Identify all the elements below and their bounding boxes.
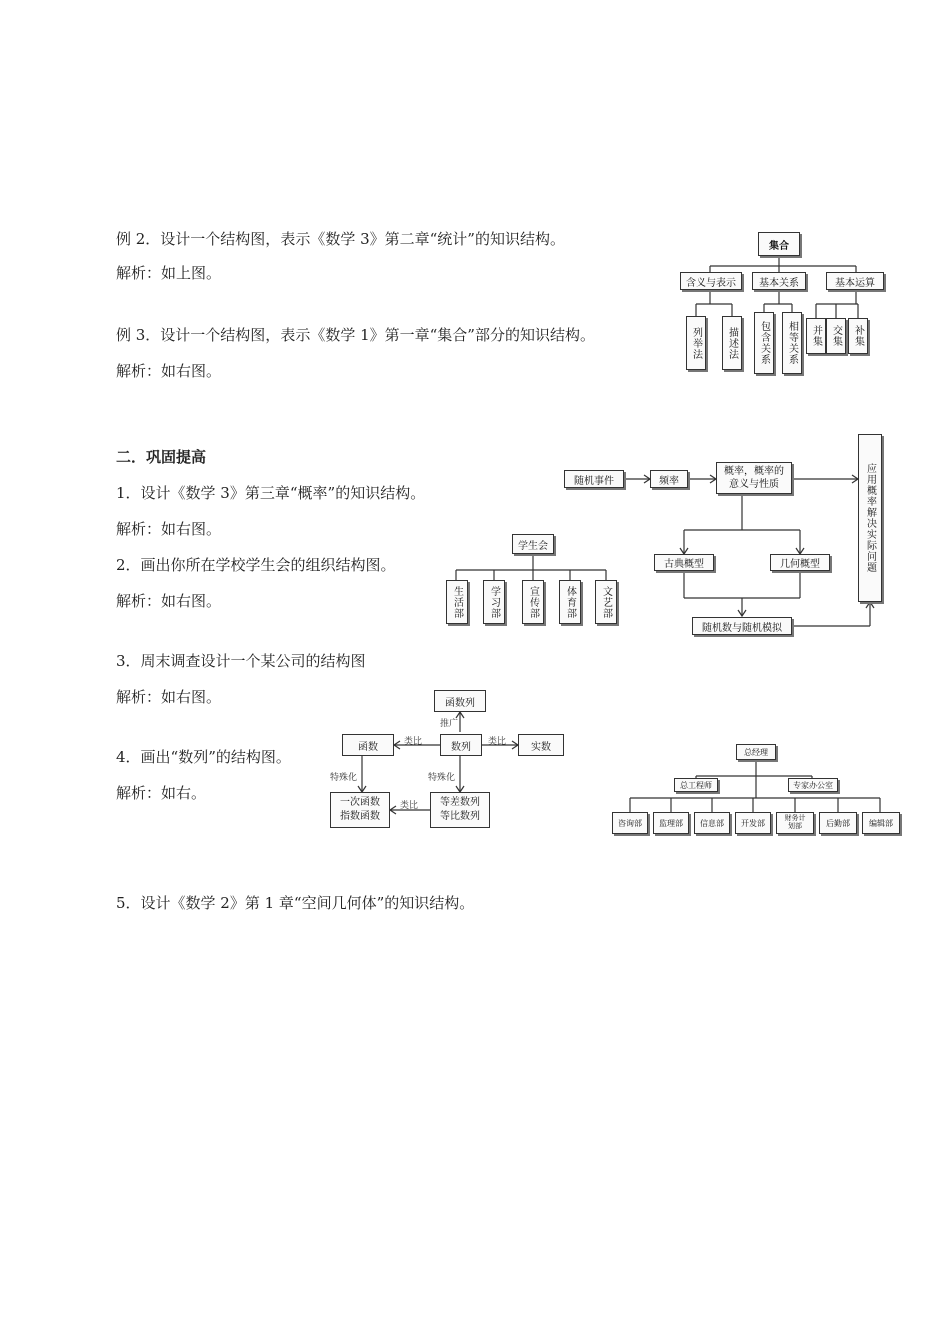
prob-node-frequency: 频率 [650, 470, 688, 488]
example-2-answer: 解析：如上图。 [116, 264, 222, 282]
company-expert-office-node: 专家办公室 [788, 778, 838, 792]
seq-label-generalize: 推广 [440, 719, 459, 729]
union-dept-arts: 文艺部 [595, 580, 617, 624]
seq-label-analogy-right: 类比 [488, 737, 507, 747]
set-node-operations: 基本运算 [826, 272, 884, 290]
seq-label-specialize-mid: 特殊化 [428, 773, 456, 783]
union-dept-sports: 体育部 [559, 580, 581, 624]
company-dept-logistics: 后勤部 [819, 812, 857, 834]
set-leaf-description: 描述法 [722, 316, 742, 370]
company-dept-consulting: 咨询部 [612, 812, 648, 834]
set-root-node: 集合 [758, 232, 800, 256]
set-leaf-equality: 相等关系 [782, 312, 802, 374]
seq-label-analogy-bottom: 类比 [400, 801, 419, 811]
seq-node-real-number: 实数 [518, 734, 564, 756]
question-4-text: 4．画出“数列”的结构图。 [116, 748, 291, 766]
seq-node-linear-exp: 一次函数 指数函数 [330, 792, 390, 828]
seq-node-arith-geo: 等差数列 等比数列 [430, 792, 490, 828]
company-structure-diagram [612, 740, 902, 840]
seq-label-specialize-left: 特殊化 [330, 773, 358, 783]
seq-node-function: 函数 [342, 734, 394, 756]
question-3-text: 3．周末调查设计一个某公司的结构图 [116, 652, 366, 670]
prob-node-classical: 古典概型 [654, 554, 714, 571]
company-dept-supervision: 监理部 [653, 812, 689, 834]
union-dept-life: 生活部 [446, 580, 468, 624]
set-structure-diagram [676, 226, 896, 378]
set-node-meaning: 含义与表示 [680, 272, 742, 290]
set-node-relations: 基本关系 [752, 272, 806, 290]
seq-node-sequence: 数列 [440, 734, 482, 756]
set-leaf-inclusion: 包含关系 [754, 312, 774, 374]
company-ceo-node: 总经理 [736, 744, 776, 760]
seq-label-analogy-left: 类比 [404, 737, 423, 747]
set-leaf-union: 并集 [806, 318, 826, 354]
company-dept-development: 开发部 [735, 812, 771, 834]
sequence-structure-diagram [322, 684, 572, 840]
example-3-answer: 解析：如右图。 [116, 362, 222, 380]
seq-node-function-sequence: 函数列 [434, 690, 486, 712]
union-dept-publicity: 宣传部 [522, 580, 544, 624]
company-chief-engineer-node: 总工程师 [674, 778, 718, 792]
prob-node-probability: 概率，概率的意义与性质 [716, 462, 792, 494]
question-3-answer: 解析：如右图。 [116, 688, 222, 706]
question-5-text: 5．设计《数学 2》第 1 章“空间几何体”的知识结构。 [116, 894, 475, 912]
set-leaf-intersection: 交集 [826, 318, 846, 354]
question-2-answer: 解析：如右图。 [116, 592, 222, 610]
company-dept-editing: 编辑部 [862, 812, 900, 834]
student-union-diagram [440, 526, 626, 630]
prob-node-geometric: 几何概型 [770, 554, 830, 571]
prob-node-application: 应用概率解决实际问题 [858, 434, 882, 602]
question-1-answer: 解析：如右图。 [116, 520, 222, 538]
prob-node-simulation: 随机数与随机模拟 [692, 617, 792, 635]
example-3-text: 例 3．设计一个结构图，表示《数学 1》第一章“集合”部分的知识结构。 [116, 326, 595, 344]
question-4-answer: 解析：如右。 [116, 784, 207, 802]
example-2-text: 例 2．设计一个结构图，表示《数学 3》第二章“统计”的知识结构。 [116, 230, 565, 248]
company-dept-finance-planning: 财务计划部 [776, 812, 814, 834]
question-1-text: 1．设计《数学 3》第三章“概率”的知识结构。 [116, 484, 426, 502]
section-heading: 二．巩固提高 [116, 448, 207, 466]
set-leaf-complement: 补集 [848, 318, 868, 354]
question-2-text: 2．画出你所在学校学生会的组织结构图。 [116, 556, 396, 574]
union-root-node: 学生会 [512, 534, 554, 554]
set-leaf-enumeration: 列举法 [686, 316, 706, 370]
prob-node-random-event: 随机事件 [564, 470, 624, 488]
union-dept-study: 学习部 [483, 580, 505, 624]
company-dept-information: 信息部 [694, 812, 730, 834]
